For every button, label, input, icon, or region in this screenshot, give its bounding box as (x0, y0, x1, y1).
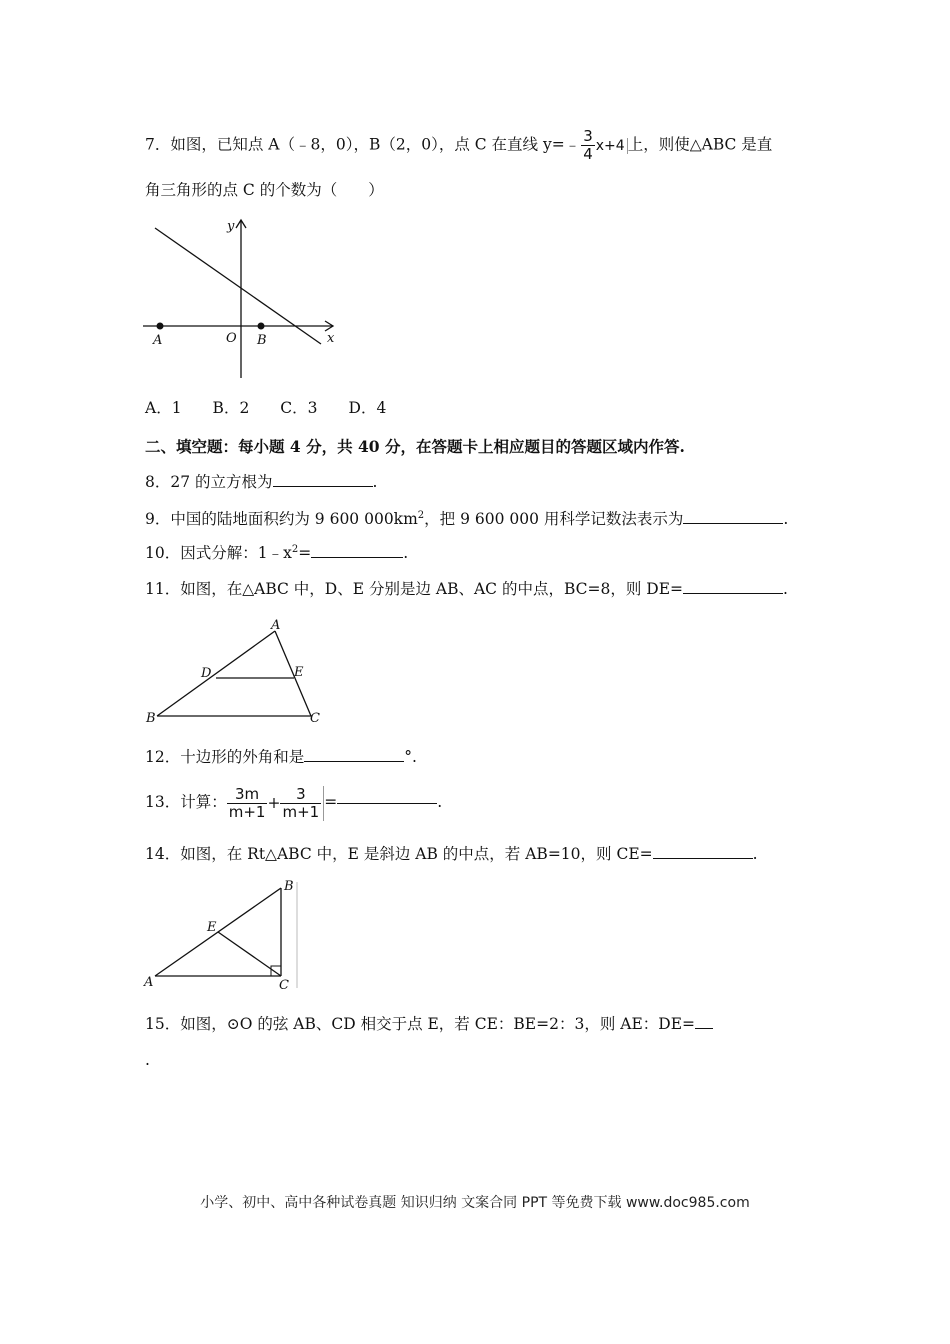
label-b: B (146, 711, 156, 726)
q8-end: . (372, 473, 378, 491)
q10-sup: 2 (291, 544, 299, 555)
median-ce (218, 932, 281, 976)
q14-answer-blank[interactable] (653, 842, 753, 859)
point-b (258, 323, 265, 330)
side-ab (157, 631, 275, 716)
q11-figure (143, 614, 333, 730)
q10-answer-blank[interactable] (311, 541, 403, 558)
q7-options: A．1 B．2 C．3 D．4 (145, 399, 387, 417)
y-label: y (227, 219, 235, 234)
label-a: A (144, 975, 154, 990)
q14-text: 14．如图，在 Rt△ABC 中，E 是斜边 AB 的中点，若 AB=10，则 CE= (145, 845, 653, 863)
q12 (145, 745, 417, 767)
q13-f2-den: m+1 (282, 802, 320, 821)
label-d: D (201, 666, 212, 681)
q12-answer-blank[interactable] (304, 745, 404, 762)
q13-eq: = (324, 793, 338, 811)
section-heading: 二、填空题：每小题 4 分，共 40 分，在答题卡上相应题目的答题区域内作答. (145, 437, 685, 456)
q13-fraction-1 (227, 786, 268, 821)
q13-f1-den: m+1 (228, 802, 266, 821)
page-footer: 小学、初中、高中各种试卷真题 知识归纳 文案合同 PPT 等免费下载 www.doc985.com (200, 1195, 750, 1211)
label-e: E (207, 920, 217, 935)
q7-figure (143, 214, 343, 384)
q9-sup: 2 (417, 510, 425, 521)
q15-line2: . (145, 1051, 150, 1069)
q13-expression (227, 786, 324, 821)
q7-line2: 角三角形的点 C 的个数为（ ） (145, 181, 384, 199)
q10-text-b: = (298, 544, 312, 563)
q15-text: 15．如图，⊙O 的弦 AB、CD 相交于点 E，若 CE：BE=2：3，则 AE：DE= (145, 1015, 695, 1033)
q11-answer-blank[interactable] (683, 577, 783, 594)
label-b: B (284, 879, 294, 894)
q15-answer-blank[interactable] (695, 1012, 713, 1029)
q13-answer-blank[interactable] (337, 803, 437, 804)
q10 (145, 540, 408, 563)
q8-answer-blank[interactable] (273, 470, 373, 487)
right-triangle-figure (143, 878, 313, 992)
q11 (145, 577, 788, 599)
q13-plus: + (267, 793, 281, 812)
q13 (145, 782, 442, 822)
label-c: C (310, 711, 320, 726)
q10-text-a: 10．因式分解：1﹣x (145, 544, 292, 563)
q11-text: 11．如图，在△ABC 中，D、E 分别是边 AB、AC 的中点，BC=8，则 DE= (145, 580, 684, 598)
q8 (145, 470, 377, 492)
q15 (145, 1012, 713, 1034)
q13-f1-num: 3m (227, 786, 268, 804)
label-e: E (294, 665, 304, 680)
q9-text-a: 9．中国的陆地面积约为 9 600 000km (145, 510, 418, 529)
q9-end: . (783, 510, 789, 529)
q13-f2-num: 3 (280, 786, 321, 804)
q7-fraction (581, 128, 595, 163)
label-o: O (226, 331, 237, 346)
q10-end: . (403, 544, 409, 563)
point-a (157, 323, 164, 330)
q12-text: 12．十边形的外角和是 (145, 748, 305, 766)
label-a: A (271, 618, 281, 633)
q7-text-after: 上，则使△ABC 是直 (627, 135, 773, 154)
q9-text-b: ，把 9 600 000 用科学记数法表示为 (424, 510, 684, 529)
q7-line1 (145, 128, 772, 163)
q7-text-before: 7．如图，已知点 A（﹣8，0），B（2，0），点 C 在直线 y=﹣ (145, 135, 581, 154)
q13-fraction-2 (280, 786, 321, 821)
q12-end: °. (404, 748, 417, 766)
label-a: A (153, 333, 163, 348)
q13-end: . (437, 793, 443, 811)
label-b: B (257, 333, 267, 348)
triangle-figure (143, 614, 333, 726)
q14 (145, 842, 758, 864)
q14-end: . (752, 845, 758, 863)
coordinate-graph (143, 214, 343, 380)
x-label: x (327, 331, 335, 346)
q9-answer-blank[interactable] (683, 507, 783, 524)
side-ac (275, 631, 311, 716)
q13-text: 13．计算： (145, 793, 227, 811)
q8-text: 8．27 的立方根为 (145, 473, 273, 491)
q7-frac-tail: x+4 (596, 138, 628, 154)
q11-end: . (783, 580, 788, 598)
q7-frac-den: 4 (583, 145, 593, 163)
q14-figure (143, 878, 313, 996)
q7-frac-num: 3 (583, 127, 593, 145)
q9 (145, 506, 788, 529)
label-c: C (279, 978, 289, 992)
